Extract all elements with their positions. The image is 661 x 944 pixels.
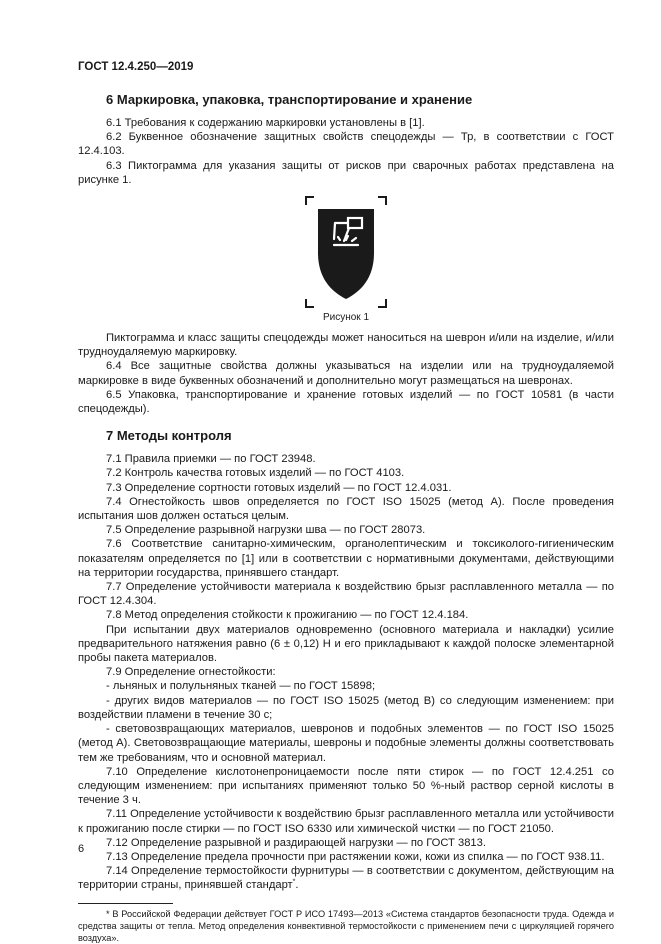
- paragraph: 7.9 Определение огнестойкости:: [106, 666, 276, 679]
- page-number: 6: [78, 843, 85, 855]
- paragraph: 6.1 Требования к содержанию маркировки установлены в [1].: [106, 117, 425, 129]
- paragraph: 7.5 Определение разрывной нагрузки шва — по ГОСТ 28073.: [106, 524, 426, 537]
- paragraph: 7.11 Определение устойчивости к воздействию брызг расплавленного металла или устойчивости к прожиганию после стирки — по ГОСТ ISO 6330 или химической чистки — по ГОСТ 21050.: [78, 808, 614, 835]
- paragraph: 6.3 Пиктограмма для указания защиты от рисков при сварочных работах представлена на рисунке 1.: [78, 159, 614, 186]
- list-item: - других видов материалов — по ГОСТ ISO 15025 (метод В) со следующим изменением: при воздействии пламени в течение 30 с;: [78, 694, 614, 721]
- paragraph: 7.1 Правила приемки — по ГОСТ 23948.: [106, 453, 316, 466]
- paragraph: 6.2 Буквенное обозначение защитных свойств спецодежды — Тр, в соответствии с ГОСТ 12.4.103.: [78, 131, 614, 158]
- paragraph: 7.8 Метод определения стойкости к прожиганию — по ГОСТ 12.4.184.: [106, 609, 469, 622]
- list-item: - льняных и полульняных тканей — по ГОСТ 15898;: [106, 680, 376, 693]
- paragraph-end: .: [295, 879, 299, 892]
- paragraph: 7.2 Контроль качества готовых изделий — по ГОСТ 4103.: [106, 467, 405, 480]
- paragraph: При испытании двух материалов одновременно (основного материала и накладки) усилие предварительного натяжения равно (6 ± 0,12) Н и его прикладывают к каждой полоске элементарной пробы пакета материалов.: [78, 623, 614, 665]
- paragraph: 7.6 Соответствие санитарно-химическим, органолептическим и токсиколого-гигиеническим показателям определяется по [1] или в соответствии с нормативными документами, действующими на территории государства, принявшего стандарт.: [78, 538, 614, 579]
- figure-caption: Рисунок 1: [322, 312, 370, 324]
- list-item: - световозвращающих материалов, шевронов и подобных элементов — по ГОСТ ISO 15025 (метод А). Световозвращающие материалы, шевроны и подобные элементы должны соответствовать тем же требованиям, что и основной материал.: [78, 723, 614, 764]
- paragraph: 7.7 Определение устойчивости материала к воздействию брызг расплавленного металла — по ГОСТ 12.4.304.: [78, 581, 614, 608]
- paragraph: 7.4 Огнестойкость швов определяется по ГОСТ ISO 15025 (метод А). После проведения испытания шов должен остаться целым.: [78, 495, 614, 523]
- paragraph: [78, 864, 614, 892]
- section-7-title: 7 Методы контроля: [106, 428, 232, 444]
- paragraph: 7.10 Определение кислотонепроницаемости после пяти стирок — по ГОСТ 12.4.251 со следующим изменением: при испытаниях применяют только 50 %-ный раствор серной кислоты в течение 3 ч.: [78, 765, 614, 807]
- paragraph: 7.3 Определение сортности готовых изделий — по ГОСТ 12.4.031.: [106, 481, 452, 494]
- paragraph: 7.13 Определение предела прочности при растяжении кожи, кожи из спилка — по ГОСТ 938.11.: [106, 850, 605, 863]
- paragraph: 7.12 Определение разрывной и раздирающей нагрузки — по ГОСТ 3813.: [106, 836, 486, 849]
- footnote-divider: [78, 903, 173, 904]
- document-body: [78, 90, 614, 944]
- paragraph: Пиктограмма и класс защиты спецодежды может наноситься на шеврон и/или на изделие, и/или трудноудаляемую маркировку.: [78, 332, 614, 359]
- footnote: * В Российской Федерации действует ГОСТ Р ИСО 17493—2013 «Система стандартов безопасности труда. Одежда и средства защиты от тепла. Метод определения конвективной термостойкости с применением печи с циркуляцией горячего воздуха».: [78, 908, 614, 943]
- footnote-marker: *: [292, 878, 296, 886]
- paragraph: 6.5 Упаковка, транспортирование и хранение готовых изделий — по ГОСТ 10581 (в части спецодежды).: [78, 388, 614, 416]
- document-header: ГОСТ 12.4.250—2019: [78, 61, 194, 73]
- section-6-title: 6 Маркировка, упаковка, транспортирование и хранение: [106, 92, 473, 107]
- paragraph: 6.4 Все защитные свойства должны указываться на изделии или на трудноудаляемой маркировке в виде буквенных обозначений и дополнительно могут размещаться на шевронах.: [78, 360, 614, 387]
- paragraph-text: 7.14 Определение термостойкости фурнитуры — в соответствии с документом, действующим на территории страны, принявшей стандарт: [78, 865, 614, 892]
- welding-shield-icon: [304, 195, 388, 309]
- figure-1: [78, 193, 614, 327]
